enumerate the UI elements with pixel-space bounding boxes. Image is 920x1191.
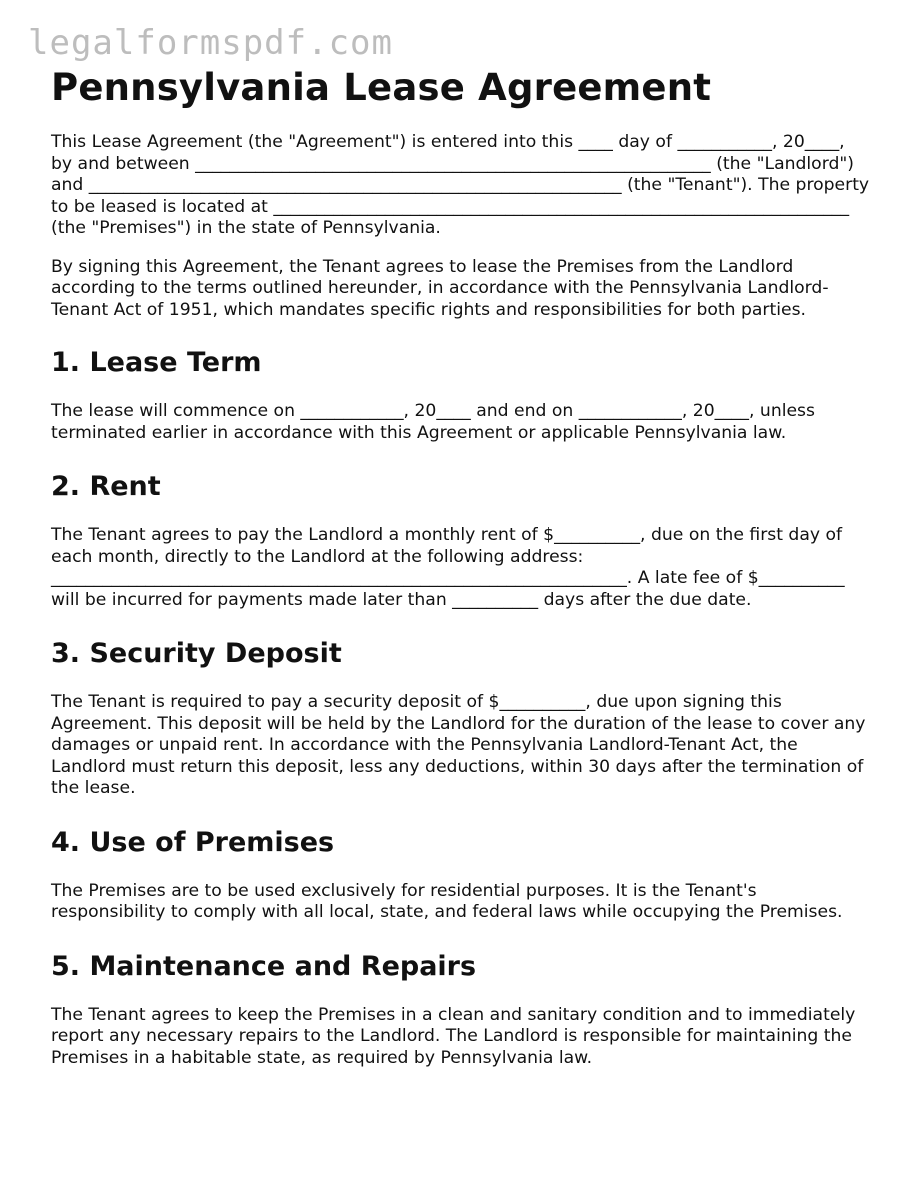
document-body bbox=[51, 66, 871, 1069]
section-body-lease-term: The lease will commence on ____________, 20____ and end on ____________, 20____, unless terminated earlier in accordance with this Agreement or applicable Pennsylvania law. bbox=[51, 401, 815, 443]
watermark: legalformspdf.com bbox=[28, 23, 393, 63]
section-body-security-deposit: The Tenant is required to pay a security deposit of $__________, due upon signing this Agreement. This deposit will be held by the Landlord for the duration of the lease to cover any damages or unpaid rent. In accordance with the Pennsylvania Landlord-Tenant Act, the Landlord must return this deposit, less any deductions, within 30 days after the termination of the lease. bbox=[51, 692, 866, 798]
document-title: Pennsylvania Lease Agreement bbox=[51, 66, 712, 109]
section-body-maintenance: The Tenant agrees to keep the Premises in a clean and sanitary condition and to immediately report any necessary repairs to the Landlord. The Landlord is responsible for maintaining the Premises in a habitable state, as required by Pennsylvania law. bbox=[51, 1004, 856, 1068]
section-body-rent: The Tenant agrees to pay the Landlord a monthly rent of $__________, due on the first day of each month, directly to the Landlord at the following address: ___________________________________________________________________. A late fee of $__________ will be incurred for payments made later than __________ days after the due date. bbox=[51, 525, 845, 610]
section-heading-rent: 2. Rent bbox=[51, 471, 161, 502]
section-heading-maintenance: 5. Maintenance and Repairs bbox=[51, 950, 477, 982]
agreement-paragraph: By signing this Agreement, the Tenant agrees to lease the Premises from the Landlord according to the terms outlined hereunder, in accordance with the Pennsylvania Landlord-Tenant Act of 1951, which mandates specific rights and responsibilities for both parties. bbox=[51, 256, 829, 320]
section-heading-lease-term: 1. Lease Term bbox=[51, 347, 262, 378]
section-heading-use-of-premises: 4. Use of Premises bbox=[51, 826, 335, 858]
section-body-use-of-premises: The Premises are to be used exclusively for residential purposes. It is the Tenant's responsibility to comply with all local, state, and federal laws while occupying the Premises. bbox=[51, 880, 843, 922]
intro-paragraph: This Lease Agreement (the "Agreement") is entered into this ____ day of ___________, 20____, by and between ____________________________________________________________ (the "Landlord") and ______________________________________________________________ (the "Tenant"). The property to be leased is located at ___________________________________________________________________ (the "Premises") in the state of Pennsylvania. bbox=[51, 132, 870, 238]
section-heading-security-deposit: 3. Security Deposit bbox=[51, 638, 342, 669]
